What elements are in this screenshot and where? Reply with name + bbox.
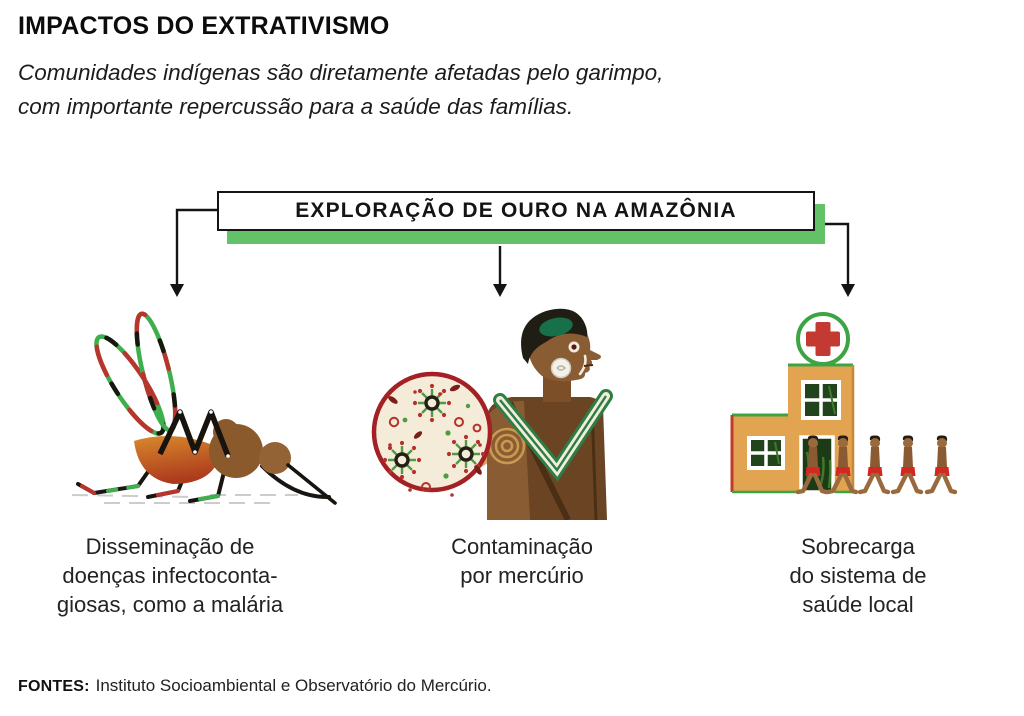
lower-window	[749, 438, 783, 468]
left-arrowhead-icon	[170, 284, 184, 297]
branch-health-system	[715, 302, 985, 517]
root-node	[217, 191, 815, 231]
page-title: IMPACTOS DO EXTRATIVISMO	[18, 12, 390, 40]
page-subtitle	[18, 56, 663, 124]
mosquito-abdomen	[134, 436, 222, 484]
upper-window	[803, 382, 839, 418]
branch-malaria	[42, 300, 342, 515]
right-arrowhead-icon	[841, 284, 855, 297]
root-node-label: EXPLORAÇÃO DE OURO NA AMAZÔNIA	[295, 199, 737, 222]
branch-caption-mercury: Contaminação por mercúrio	[451, 534, 593, 588]
sources-text: Instituto Socioambiental e Observatório do Mercúrio.	[95, 676, 492, 695]
mosquito-illustration	[42, 300, 342, 510]
subtitle-line: com importante repercussão para a saúde das famílias.	[18, 94, 574, 119]
right-connector	[825, 224, 848, 286]
branch-mercury	[360, 300, 640, 525]
ground-shading	[72, 495, 298, 503]
mercury-contamination-illustration	[360, 300, 640, 520]
branch-caption-health-system: Sobrecarga do sistema de saúde local	[789, 534, 927, 617]
mosquito-wings	[86, 311, 183, 441]
sources-footer	[18, 676, 492, 696]
health-clinic-illustration	[715, 302, 985, 512]
ear-ornament	[552, 359, 571, 378]
center-arrowhead-icon	[493, 284, 507, 297]
mosquito-head	[259, 442, 291, 474]
person-mouth	[584, 365, 593, 366]
subtitle-line: Comunidades indígenas são diretamente afetadas pelo garimpo,	[18, 60, 664, 85]
indigenous-person	[487, 309, 607, 520]
branch-caption-malaria: Disseminação de doenças infectoconta- giosas, como a malária	[56, 534, 284, 617]
sources-label: FONTES:	[18, 678, 90, 695]
left-connector	[177, 210, 217, 286]
